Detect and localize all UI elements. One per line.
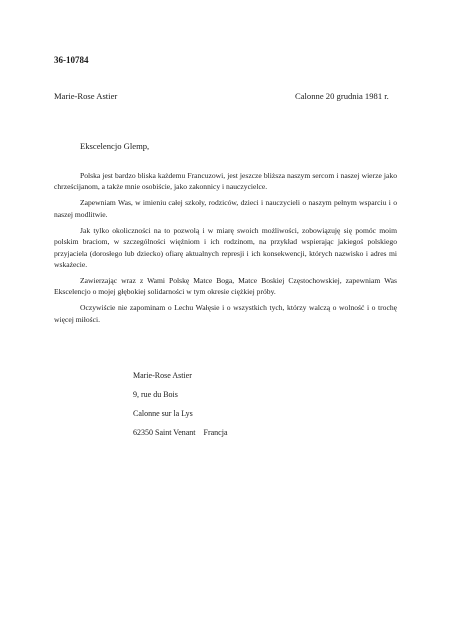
signature-name: Marie-Rose Astier	[133, 371, 192, 380]
address-town: Calonne sur la Lys	[133, 409, 193, 418]
paragraph: Oczywiście nie zapominam o Lechu Wałęsie i o wszystkich tych, którzy walczą o wolność i o trochę więcej miłości.	[54, 303, 397, 324]
reference-number: 36-10784	[54, 55, 89, 65]
salutation: Ekscelencjo Glemp,	[80, 141, 150, 151]
address-postal-country: 62350 Saint Venant Francja	[133, 428, 228, 437]
paragraph: Polska jest bardzo bliska każdemu Francuzowi, jest jeszcze bliższa naszym sercom i naszej wierze jako chrześcijanom, a także mnie osobiście, jako zakonnicy i nauczycielce.	[54, 171, 397, 192]
paragraph: Jak tylko okoliczności na to pozwolą i w miarę swoich możliwości, zobowiązuję się pomóc moim polskim braciom, w szczególności więźniom i ich rodzinom, na przykład wspierając jakiegoś polskiego przyjaciela (dorosłego lub dziecko) ofiarę aktualnych represji i ich konsekwencji, których nazwisko i adres mi wskażecie.	[54, 225, 397, 270]
place-date: Calonne 20 grudnia 1981 r.	[295, 91, 389, 101]
paragraph: Zawierzając wraz z Wami Polskę Matce Boga, Matce Boskiej Częstochowskiej, zapewniam Was Ekscelencjo o mojej głębokiej solidarności w tym okresie ciężkiej próby.	[54, 276, 397, 297]
letter-body	[54, 170, 397, 330]
address-street: 9, rue du Bois	[133, 390, 178, 399]
signature-block	[133, 366, 228, 442]
paragraph: Zapewniam Was, w imieniu całej szkoły, rodziców, dzieci i nauczycieli o naszym pełnym wsparciu i o naszej modlitwie.	[54, 198, 397, 219]
sender-name: Marie-Rose Astier	[54, 91, 118, 101]
